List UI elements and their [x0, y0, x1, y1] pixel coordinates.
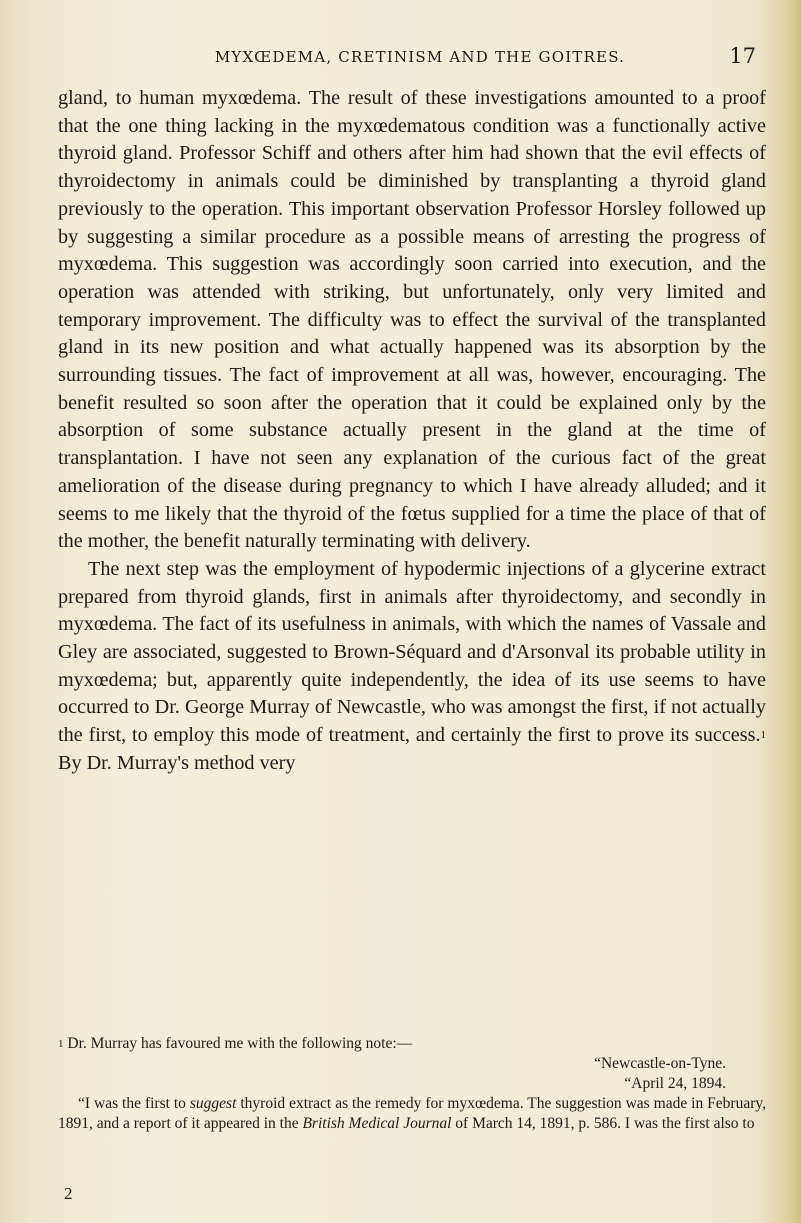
footnote-quote-rest-1: thyroid extract as the remedy for myxœdema. The suggestion was made in February, 1891, and a report of it appeared in the	[58, 1095, 767, 1132]
footnote-place: “Newcastle-on-Tyne.	[594, 1055, 726, 1072]
footnote-quote	[58, 1094, 766, 1134]
footnote-quote-italic: suggest	[189, 1095, 237, 1112]
paragraph-2	[58, 556, 766, 778]
footnote-date: “April 24, 1894.	[624, 1075, 726, 1092]
footnote-quote-start: “I was the first to	[78, 1095, 190, 1112]
footnote-journal: British Medical Journal	[302, 1115, 452, 1132]
footnote-number: 1	[58, 1038, 64, 1050]
paragraph-2-tail: By Dr. Murray's method very	[58, 751, 296, 774]
signature-mark: 2	[64, 1184, 73, 1203]
body-text	[58, 85, 766, 778]
footnote	[58, 1034, 766, 1134]
footnote-quote-rest-2: of March 14, 1891, p. 586. I was the first also to	[451, 1115, 755, 1132]
footnote-intro-line	[58, 1034, 766, 1054]
page-header	[96, 44, 756, 78]
paragraph-2-text: The next step was the employment of hypodermic injections of a glycerine extract prepared from thyroid glands, first in animals after thyroidectomy, and secondly in myxœdema. The fact of its usefulness in animals, with which the names of Vassale and Gley are associated, suggested to Brown-Séquard and d'Arsonval its probable utility in myxœdema; but, apparently quite independently, the idea of its use seems to have occurred to Dr. George Murray of Newcastle, who was amongst the first, if not actually the first, to employ this mode of treatment, and certainly the first to prove its success.	[58, 557, 766, 747]
footnote-intro: Dr. Murray has favoured me with the following note:—	[67, 1035, 413, 1052]
footnote-marker: 1	[760, 729, 766, 742]
running-title: MYXŒDEMA, CRETINISM AND THE GOITRES.	[214, 48, 626, 66]
page-number: 17	[729, 44, 756, 68]
paragraph-1: gland, to human myxœdema. The result of these investigations amounted to a proof that the one thing lacking in the myxœdematous condition was a functionally active thyroid gland. Professor Schiff and others after him had shown that the evil effects of thyroidectomy in animals could be diminished by transplanting a thyroid gland previously to the operation. This important observation Professor Horsley followed up by suggesting a similar procedure as a possible means of arresting the progress of myxœdema. This suggestion was accordingly soon carried into execution, and the operation was attended with striking, but unfortunately, only very limited and temporary improvement. The difficulty was to effect the survival of the transplanted gland in its new position and what actually happened was its absorption by the surrounding tissues. The fact of improvement at all was, however, encouraging. The benefit resulted so soon after the operation that it could be explained only by the absorption of some substance actually present in the gland at the time of transplantation. I have not seen any explanation of the curious fact of the great amelioration of the disease during pregnancy to which I have already alluded; and it seems to me likely that the thyroid of the fœtus supplied for a time the place of that of the mother, the benefit naturally terminating with delivery.	[58, 87, 766, 553]
